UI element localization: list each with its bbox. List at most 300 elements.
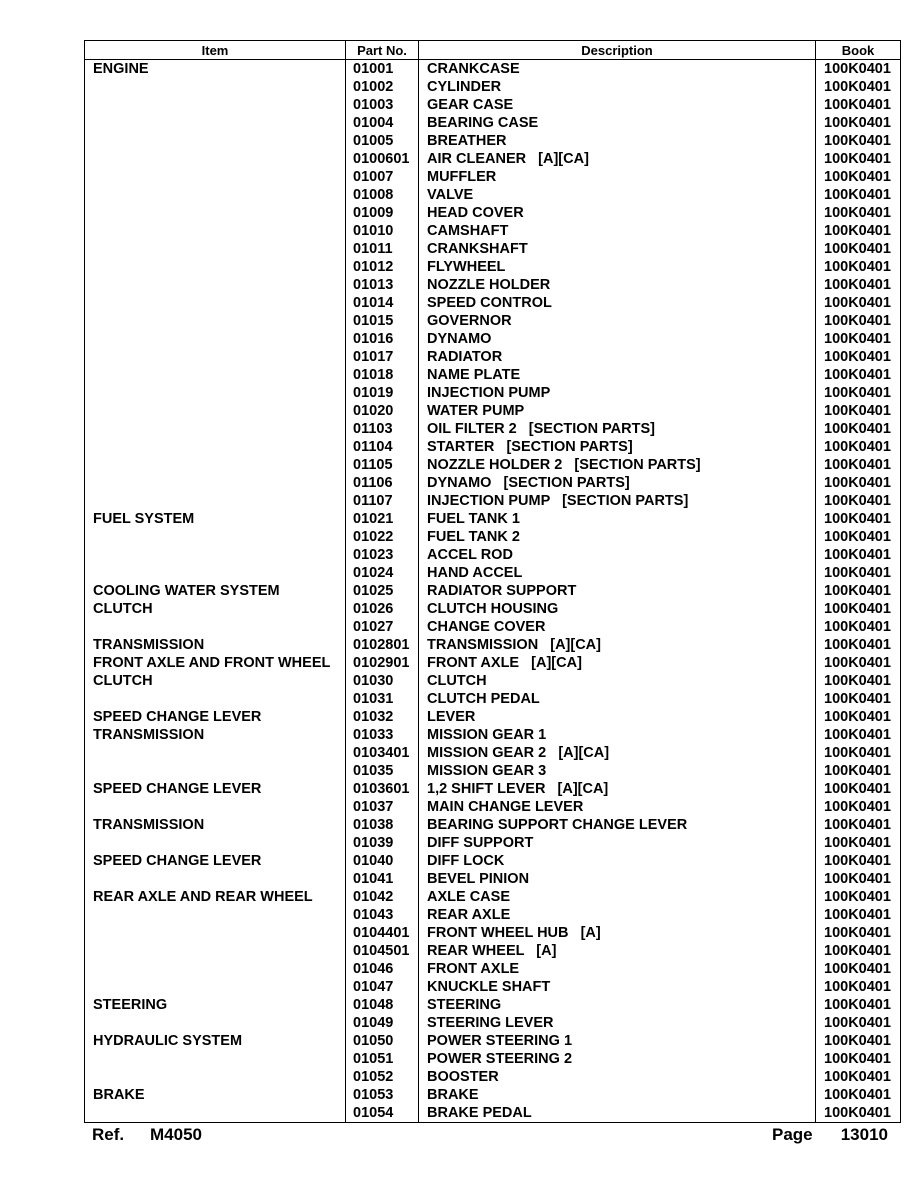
item-cell — [85, 132, 346, 150]
item-cell: SPEED CHANGE LEVER — [85, 852, 346, 870]
book-cell: 100K0401 — [816, 960, 901, 978]
table-row — [85, 240, 901, 258]
part-number-cell: 01103 — [346, 420, 419, 438]
item-cell — [85, 366, 346, 384]
item-cell — [85, 546, 346, 564]
item-cell — [85, 564, 346, 582]
part-number-cell: 01021 — [346, 510, 419, 528]
table-row — [85, 1068, 901, 1086]
table-row — [85, 870, 901, 888]
book-cell: 100K0401 — [816, 384, 901, 402]
table-row — [85, 456, 901, 474]
item-cell — [85, 762, 346, 780]
item-cell — [85, 474, 346, 492]
table-row — [85, 924, 901, 942]
item-cell — [85, 1068, 346, 1086]
description-cell: MAIN CHANGE LEVER — [419, 798, 816, 816]
table-row — [85, 888, 901, 906]
description-cell: POWER STEERING 1 — [419, 1032, 816, 1050]
table-header — [85, 41, 901, 60]
book-cell: 100K0401 — [816, 258, 901, 276]
part-number-cell: 0100601 — [346, 150, 419, 168]
part-number-cell: 01038 — [346, 816, 419, 834]
part-number-cell: 01107 — [346, 492, 419, 510]
book-cell: 100K0401 — [816, 996, 901, 1014]
description-cell: MISSION GEAR 2 [A][CA] — [419, 744, 816, 762]
book-cell: 100K0401 — [816, 1068, 901, 1086]
table-row — [85, 60, 901, 79]
description-cell: CAMSHAFT — [419, 222, 816, 240]
table-row — [85, 1050, 901, 1068]
item-cell — [85, 240, 346, 258]
item-cell: TRANSMISSION — [85, 636, 346, 654]
item-cell — [85, 870, 346, 888]
table-row — [85, 474, 901, 492]
page-footer — [92, 1125, 888, 1147]
part-number-cell: 01016 — [346, 330, 419, 348]
part-number-cell: 01017 — [346, 348, 419, 366]
table-row — [85, 564, 901, 582]
item-cell — [85, 402, 346, 420]
item-cell — [85, 348, 346, 366]
table-row — [85, 906, 901, 924]
table-row — [85, 330, 901, 348]
description-cell: CYLINDER — [419, 78, 816, 96]
part-number-cell: 0104501 — [346, 942, 419, 960]
item-cell: HYDRAULIC SYSTEM — [85, 1032, 346, 1050]
part-number-cell: 01105 — [346, 456, 419, 474]
book-cell: 100K0401 — [816, 834, 901, 852]
table-row — [85, 96, 901, 114]
part-number-cell: 01050 — [346, 1032, 419, 1050]
part-number-cell: 01023 — [346, 546, 419, 564]
description-cell: RADIATOR SUPPORT — [419, 582, 816, 600]
book-cell: 100K0401 — [816, 132, 901, 150]
table-row — [85, 726, 901, 744]
table-row — [85, 690, 901, 708]
book-cell: 100K0401 — [816, 798, 901, 816]
part-number-cell: 01015 — [346, 312, 419, 330]
description-cell: CRANKCASE — [419, 60, 816, 79]
table-row — [85, 960, 901, 978]
description-cell: AXLE CASE — [419, 888, 816, 906]
part-number-cell: 01020 — [346, 402, 419, 420]
item-cell — [85, 906, 346, 924]
item-cell — [85, 168, 346, 186]
column-header-part-no: Part No. — [346, 41, 419, 60]
table-row — [85, 528, 901, 546]
item-cell: CLUTCH — [85, 672, 346, 690]
book-cell: 100K0401 — [816, 222, 901, 240]
description-cell: ACCEL ROD — [419, 546, 816, 564]
part-number-cell: 01019 — [346, 384, 419, 402]
item-cell: SPEED CHANGE LEVER — [85, 780, 346, 798]
reference-label: Ref. — [92, 1125, 125, 1144]
book-cell: 100K0401 — [816, 978, 901, 996]
column-header-item: Item — [85, 41, 346, 60]
book-cell: 100K0401 — [816, 474, 901, 492]
part-number-cell: 01053 — [346, 1086, 419, 1104]
table-row — [85, 276, 901, 294]
description-cell: INJECTION PUMP [SECTION PARTS] — [419, 492, 816, 510]
table-row — [85, 1086, 901, 1104]
description-cell: MUFFLER — [419, 168, 816, 186]
description-cell: STEERING LEVER — [419, 1014, 816, 1032]
description-cell: BEVEL PINION — [419, 870, 816, 888]
book-cell: 100K0401 — [816, 1104, 901, 1123]
book-cell: 100K0401 — [816, 96, 901, 114]
part-number-cell: 01031 — [346, 690, 419, 708]
book-cell: 100K0401 — [816, 1086, 901, 1104]
description-cell: REAR WHEEL [A] — [419, 942, 816, 960]
column-header-book: Book — [816, 41, 901, 60]
description-cell: NOZZLE HOLDER 2 [SECTION PARTS] — [419, 456, 816, 474]
description-cell: BRAKE PEDAL — [419, 1104, 816, 1123]
part-number-cell: 01043 — [346, 906, 419, 924]
book-cell: 100K0401 — [816, 366, 901, 384]
part-number-cell: 01051 — [346, 1050, 419, 1068]
book-cell: 100K0401 — [816, 744, 901, 762]
description-cell: TRANSMISSION [A][CA] — [419, 636, 816, 654]
item-cell — [85, 204, 346, 222]
book-cell: 100K0401 — [816, 438, 901, 456]
page-number: 13010 — [840, 1125, 888, 1144]
item-cell — [85, 96, 346, 114]
book-cell: 100K0401 — [816, 654, 901, 672]
book-cell: 100K0401 — [816, 492, 901, 510]
book-cell: 100K0401 — [816, 1014, 901, 1032]
description-cell: FLYWHEEL — [419, 258, 816, 276]
part-number-cell: 01042 — [346, 888, 419, 906]
book-cell: 100K0401 — [816, 546, 901, 564]
table-row — [85, 114, 901, 132]
part-number-cell: 01027 — [346, 618, 419, 636]
part-number-cell: 01052 — [346, 1068, 419, 1086]
table-row — [85, 1104, 901, 1123]
table-row — [85, 816, 901, 834]
table-row — [85, 798, 901, 816]
book-cell: 100K0401 — [816, 150, 901, 168]
item-cell — [85, 942, 346, 960]
description-cell: HAND ACCEL — [419, 564, 816, 582]
description-cell: STARTER [SECTION PARTS] — [419, 438, 816, 456]
part-number-cell: 01003 — [346, 96, 419, 114]
part-number-cell: 01049 — [346, 1014, 419, 1032]
book-cell: 100K0401 — [816, 276, 901, 294]
book-cell: 100K0401 — [816, 456, 901, 474]
book-cell: 100K0401 — [816, 1050, 901, 1068]
part-number-cell: 01022 — [346, 528, 419, 546]
item-cell: STEERING — [85, 996, 346, 1014]
part-number-cell: 01012 — [346, 258, 419, 276]
item-cell — [85, 384, 346, 402]
item-cell — [85, 456, 346, 474]
item-cell — [85, 330, 346, 348]
part-number-cell: 01048 — [346, 996, 419, 1014]
book-cell: 100K0401 — [816, 924, 901, 942]
table-row — [85, 600, 901, 618]
part-number-cell: 01008 — [346, 186, 419, 204]
table-row — [85, 294, 901, 312]
part-number-cell: 01030 — [346, 672, 419, 690]
description-cell: DYNAMO [SECTION PARTS] — [419, 474, 816, 492]
part-number-cell: 01104 — [346, 438, 419, 456]
description-cell: LEVER — [419, 708, 816, 726]
book-cell: 100K0401 — [816, 852, 901, 870]
item-cell — [85, 744, 346, 762]
table-row — [85, 654, 901, 672]
table-row — [85, 1014, 901, 1032]
table-row — [85, 762, 901, 780]
description-cell: BOOSTER — [419, 1068, 816, 1086]
item-cell — [85, 492, 346, 510]
table-row — [85, 942, 901, 960]
page-label: Page — [772, 1125, 813, 1144]
item-cell — [85, 960, 346, 978]
description-cell: OIL FILTER 2 [SECTION PARTS] — [419, 420, 816, 438]
description-cell: DIFF SUPPORT — [419, 834, 816, 852]
description-cell: CHANGE COVER — [419, 618, 816, 636]
book-cell: 100K0401 — [816, 618, 901, 636]
table-row — [85, 366, 901, 384]
description-cell: CLUTCH PEDAL — [419, 690, 816, 708]
description-cell: MISSION GEAR 1 — [419, 726, 816, 744]
item-cell: BRAKE — [85, 1086, 346, 1104]
part-number-cell: 01026 — [346, 600, 419, 618]
table-row — [85, 492, 901, 510]
part-number-cell: 01024 — [346, 564, 419, 582]
part-number-cell: 01037 — [346, 798, 419, 816]
item-cell — [85, 618, 346, 636]
part-number-cell: 01004 — [346, 114, 419, 132]
description-cell: BEARING CASE — [419, 114, 816, 132]
part-number-cell: 0103601 — [346, 780, 419, 798]
parts-index-table — [84, 40, 901, 1123]
part-number-cell: 0102801 — [346, 636, 419, 654]
part-number-cell: 01001 — [346, 60, 419, 79]
description-cell: FRONT WHEEL HUB [A] — [419, 924, 816, 942]
table-row — [85, 744, 901, 762]
book-cell: 100K0401 — [816, 402, 901, 420]
description-cell: CLUTCH HOUSING — [419, 600, 816, 618]
book-cell: 100K0401 — [816, 816, 901, 834]
item-cell — [85, 258, 346, 276]
book-cell: 100K0401 — [816, 204, 901, 222]
book-cell: 100K0401 — [816, 168, 901, 186]
item-cell — [85, 420, 346, 438]
item-cell — [85, 312, 346, 330]
parts-index-table-container — [84, 40, 896, 1123]
description-cell: GOVERNOR — [419, 312, 816, 330]
item-cell — [85, 1014, 346, 1032]
part-number-cell: 01106 — [346, 474, 419, 492]
item-cell — [85, 186, 346, 204]
table-row — [85, 168, 901, 186]
part-number-cell: 01054 — [346, 1104, 419, 1123]
table-row — [85, 402, 901, 420]
table-row — [85, 546, 901, 564]
description-cell: NAME PLATE — [419, 366, 816, 384]
table-row — [85, 438, 901, 456]
item-cell: FRONT AXLE AND FRONT WHEEL — [85, 654, 346, 672]
table-row — [85, 510, 901, 528]
item-cell — [85, 1050, 346, 1068]
part-number-cell: 01039 — [346, 834, 419, 852]
part-number-cell: 01047 — [346, 978, 419, 996]
description-cell: KNUCKLE SHAFT — [419, 978, 816, 996]
description-cell: 1,2 SHIFT LEVER [A][CA] — [419, 780, 816, 798]
description-cell: NOZZLE HOLDER — [419, 276, 816, 294]
description-cell: INJECTION PUMP — [419, 384, 816, 402]
table-row — [85, 618, 901, 636]
part-number-cell: 01041 — [346, 870, 419, 888]
table-row — [85, 708, 901, 726]
item-cell — [85, 276, 346, 294]
description-cell: BEARING SUPPORT CHANGE LEVER — [419, 816, 816, 834]
part-number-cell: 0103401 — [346, 744, 419, 762]
item-cell: ENGINE — [85, 60, 346, 79]
part-number-cell: 01010 — [346, 222, 419, 240]
book-cell: 100K0401 — [816, 708, 901, 726]
item-cell: REAR AXLE AND REAR WHEEL — [85, 888, 346, 906]
description-cell: BREATHER — [419, 132, 816, 150]
part-number-cell: 01002 — [346, 78, 419, 96]
item-cell — [85, 798, 346, 816]
item-cell: TRANSMISSION — [85, 726, 346, 744]
item-cell — [85, 690, 346, 708]
table-row — [85, 348, 901, 366]
table-row — [85, 312, 901, 330]
part-number-cell: 01033 — [346, 726, 419, 744]
part-number-cell: 0102901 — [346, 654, 419, 672]
part-number-cell: 01011 — [346, 240, 419, 258]
description-cell: HEAD COVER — [419, 204, 816, 222]
description-cell: CLUTCH — [419, 672, 816, 690]
part-number-cell: 01040 — [346, 852, 419, 870]
part-number-cell: 01035 — [346, 762, 419, 780]
table-row — [85, 978, 901, 996]
description-cell: GEAR CASE — [419, 96, 816, 114]
item-cell: FUEL SYSTEM — [85, 510, 346, 528]
book-cell: 100K0401 — [816, 690, 901, 708]
book-cell: 100K0401 — [816, 636, 901, 654]
part-number-cell: 01046 — [346, 960, 419, 978]
description-cell: SPEED CONTROL — [419, 294, 816, 312]
reference-number: M4050 — [150, 1125, 202, 1144]
book-cell: 100K0401 — [816, 510, 901, 528]
table-row — [85, 672, 901, 690]
part-number-cell: 01032 — [346, 708, 419, 726]
description-cell: POWER STEERING 2 — [419, 1050, 816, 1068]
book-cell: 100K0401 — [816, 780, 901, 798]
book-cell: 100K0401 — [816, 672, 901, 690]
part-number-cell: 01009 — [346, 204, 419, 222]
table-row — [85, 420, 901, 438]
description-cell: FUEL TANK 1 — [419, 510, 816, 528]
item-cell — [85, 924, 346, 942]
description-cell: AIR CLEANER [A][CA] — [419, 150, 816, 168]
part-number-cell: 01013 — [346, 276, 419, 294]
table-row — [85, 1032, 901, 1050]
book-cell: 100K0401 — [816, 294, 901, 312]
item-cell — [85, 150, 346, 168]
book-cell: 100K0401 — [816, 726, 901, 744]
description-cell: CRANKSHAFT — [419, 240, 816, 258]
description-cell: MISSION GEAR 3 — [419, 762, 816, 780]
book-cell: 100K0401 — [816, 420, 901, 438]
table-row — [85, 834, 901, 852]
item-cell: TRANSMISSION — [85, 816, 346, 834]
header-row — [85, 41, 901, 60]
column-header-description: Description — [419, 41, 816, 60]
item-cell: COOLING WATER SYSTEM — [85, 582, 346, 600]
book-cell: 100K0401 — [816, 582, 901, 600]
book-cell: 100K0401 — [816, 906, 901, 924]
table-row — [85, 222, 901, 240]
table-row — [85, 150, 901, 168]
description-cell: FUEL TANK 2 — [419, 528, 816, 546]
book-cell: 100K0401 — [816, 762, 901, 780]
table-row — [85, 258, 901, 276]
table-row — [85, 636, 901, 654]
item-cell — [85, 438, 346, 456]
item-cell: CLUTCH — [85, 600, 346, 618]
table-row — [85, 186, 901, 204]
item-cell — [85, 528, 346, 546]
book-cell: 100K0401 — [816, 528, 901, 546]
book-cell: 100K0401 — [816, 240, 901, 258]
table-row — [85, 204, 901, 222]
item-cell — [85, 78, 346, 96]
item-cell — [85, 222, 346, 240]
item-cell — [85, 294, 346, 312]
part-number-cell: 01014 — [346, 294, 419, 312]
table-row — [85, 780, 901, 798]
book-cell: 100K0401 — [816, 330, 901, 348]
description-cell: FRONT AXLE [A][CA] — [419, 654, 816, 672]
book-cell: 100K0401 — [816, 114, 901, 132]
item-cell — [85, 978, 346, 996]
part-number-cell: 01007 — [346, 168, 419, 186]
item-cell: SPEED CHANGE LEVER — [85, 708, 346, 726]
description-cell: REAR AXLE — [419, 906, 816, 924]
table-row — [85, 852, 901, 870]
book-cell: 100K0401 — [816, 348, 901, 366]
item-cell — [85, 114, 346, 132]
description-cell: RADIATOR — [419, 348, 816, 366]
description-cell: FRONT AXLE — [419, 960, 816, 978]
book-cell: 100K0401 — [816, 870, 901, 888]
part-number-cell: 01018 — [346, 366, 419, 384]
description-cell: BRAKE — [419, 1086, 816, 1104]
description-cell: STEERING — [419, 996, 816, 1014]
book-cell: 100K0401 — [816, 186, 901, 204]
description-cell: WATER PUMP — [419, 402, 816, 420]
book-cell: 100K0401 — [816, 78, 901, 96]
part-number-cell: 01025 — [346, 582, 419, 600]
table-row — [85, 132, 901, 150]
item-cell — [85, 1104, 346, 1123]
table-row — [85, 996, 901, 1014]
book-cell: 100K0401 — [816, 888, 901, 906]
table-row — [85, 582, 901, 600]
book-cell: 100K0401 — [816, 312, 901, 330]
book-cell: 100K0401 — [816, 942, 901, 960]
table-body — [85, 60, 901, 1123]
book-cell: 100K0401 — [816, 564, 901, 582]
book-cell: 100K0401 — [816, 1032, 901, 1050]
item-cell — [85, 834, 346, 852]
